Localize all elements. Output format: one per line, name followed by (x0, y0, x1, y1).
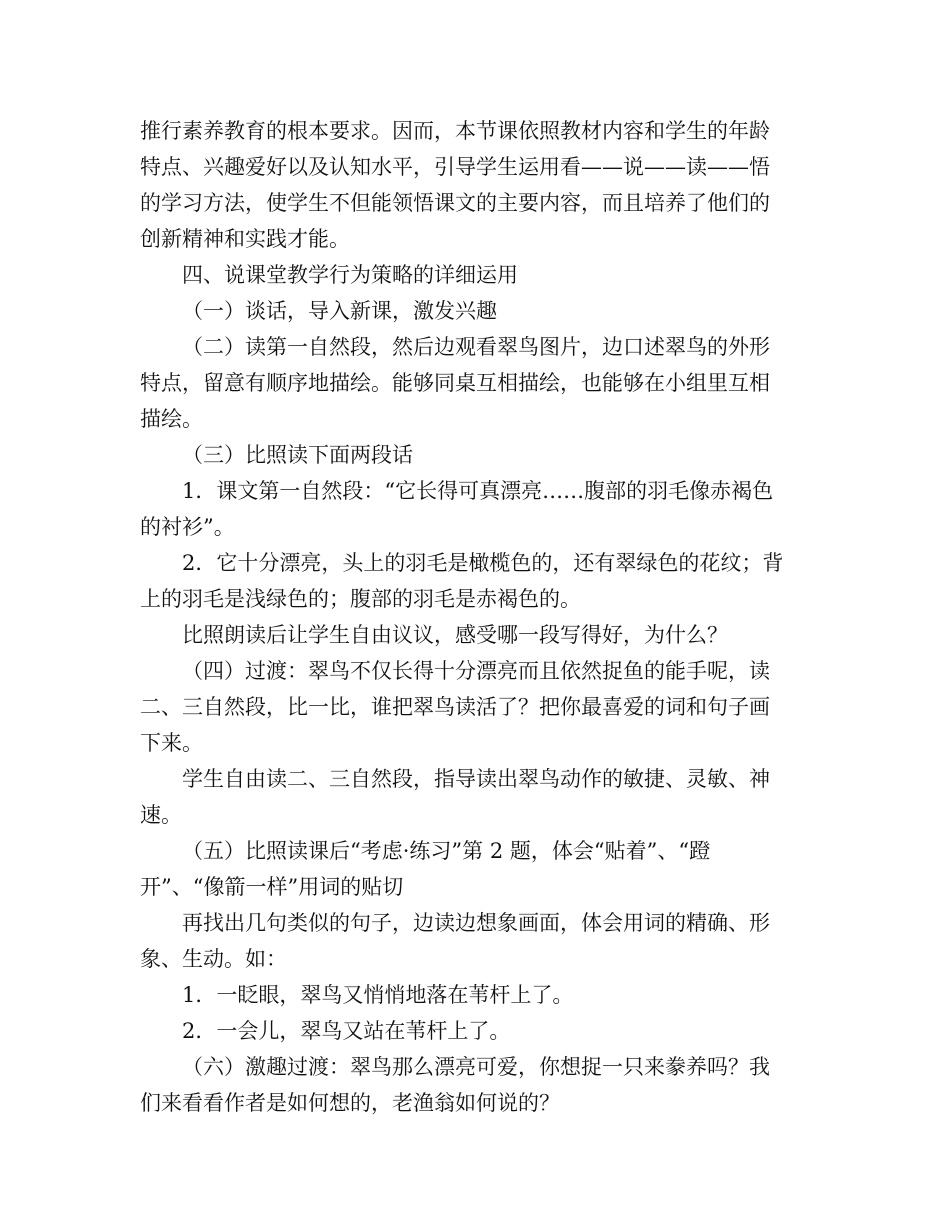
text-line: 1．课文第一自然段：“它长得可真漂亮……腹部的羽毛像赤褐色 (182, 479, 774, 503)
text-line: 特点，留意有顺序地描绘。能够同桌互相描绘，也能够在小组里互相 (140, 371, 770, 395)
text-line: 描绘。 (140, 407, 203, 431)
text-line: 比照朗读后让学生自由议议，感受哪一段写得好，为什么？ (182, 623, 728, 647)
subsection-heading: （三）比照读下面两段话 (182, 443, 413, 467)
text-line: 1．一眨眼，翠鸟又悄悄地落在苇杆上了。 (182, 983, 574, 1007)
section-heading: 四、说课堂教学行为策略的详细运用 (182, 263, 518, 287)
subsection-heading: （一）谈话，导入新课，激发兴趣 (182, 299, 497, 323)
text-line: 特点、兴趣爱好以及认知水平，引导学生运用看——说——读——悟 (140, 155, 770, 179)
text-line: 速。 (140, 803, 182, 827)
text-line: （六）激趣过渡：翠鸟那么漂亮可爱，你想捉一只来豢养吗？我 (182, 1055, 770, 1079)
text-line: （四）过渡：翠鸟不仅长得十分漂亮而且依然捉鱼的能手呢，读 (182, 659, 770, 683)
document-body (140, 113, 820, 1121)
text-line: 开”、“像箭一样”用词的贴切 (140, 875, 404, 899)
text-line: 二、三自然段，比一比，谁把翠鸟读活了？把你最喜爱的词和句子画 (140, 695, 770, 719)
text-line: 创新精神和实践才能。 (140, 227, 350, 251)
text-line: 2．一会儿，翠鸟又站在苇杆上了。 (182, 1019, 511, 1043)
text-line: （五）比照读课后“考虑·练习”第 2 题，体会“贴着”、“蹬 (182, 839, 711, 863)
text-line: 的衬衫”。 (140, 515, 235, 539)
text-line: （二）读第一自然段，然后边观看翠鸟图片，边口述翠鸟的外形 (182, 335, 770, 359)
text-line: 们来看看作者是如何想的，老渔翁如何说的？ (140, 1091, 560, 1115)
text-line: 再找出几句类似的句子，边读边想象画面，体会用词的精确、形 (182, 911, 770, 935)
text-line: 2．它十分漂亮，头上的羽毛是橄榄色的，还有翠绿色的花纹；背 (182, 551, 784, 575)
text-line: 推行素养教育的根本要求。因而，本节课依照教材内容和学生的年龄 (140, 119, 770, 143)
text-line: 的学习方法，使学生不但能领悟课文的主要内容，而且培养了他们的 (140, 191, 770, 215)
text-line: 学生自由读二、三自然段，指导读出翠鸟动作的敏捷、灵敏、神 (182, 767, 770, 791)
text-line: 下来。 (140, 731, 203, 755)
text-line: 上的羽毛是浅绿色的；腹部的羽毛是赤褐色的。 (140, 587, 581, 611)
text-line: 象、生动。如： (140, 947, 287, 971)
